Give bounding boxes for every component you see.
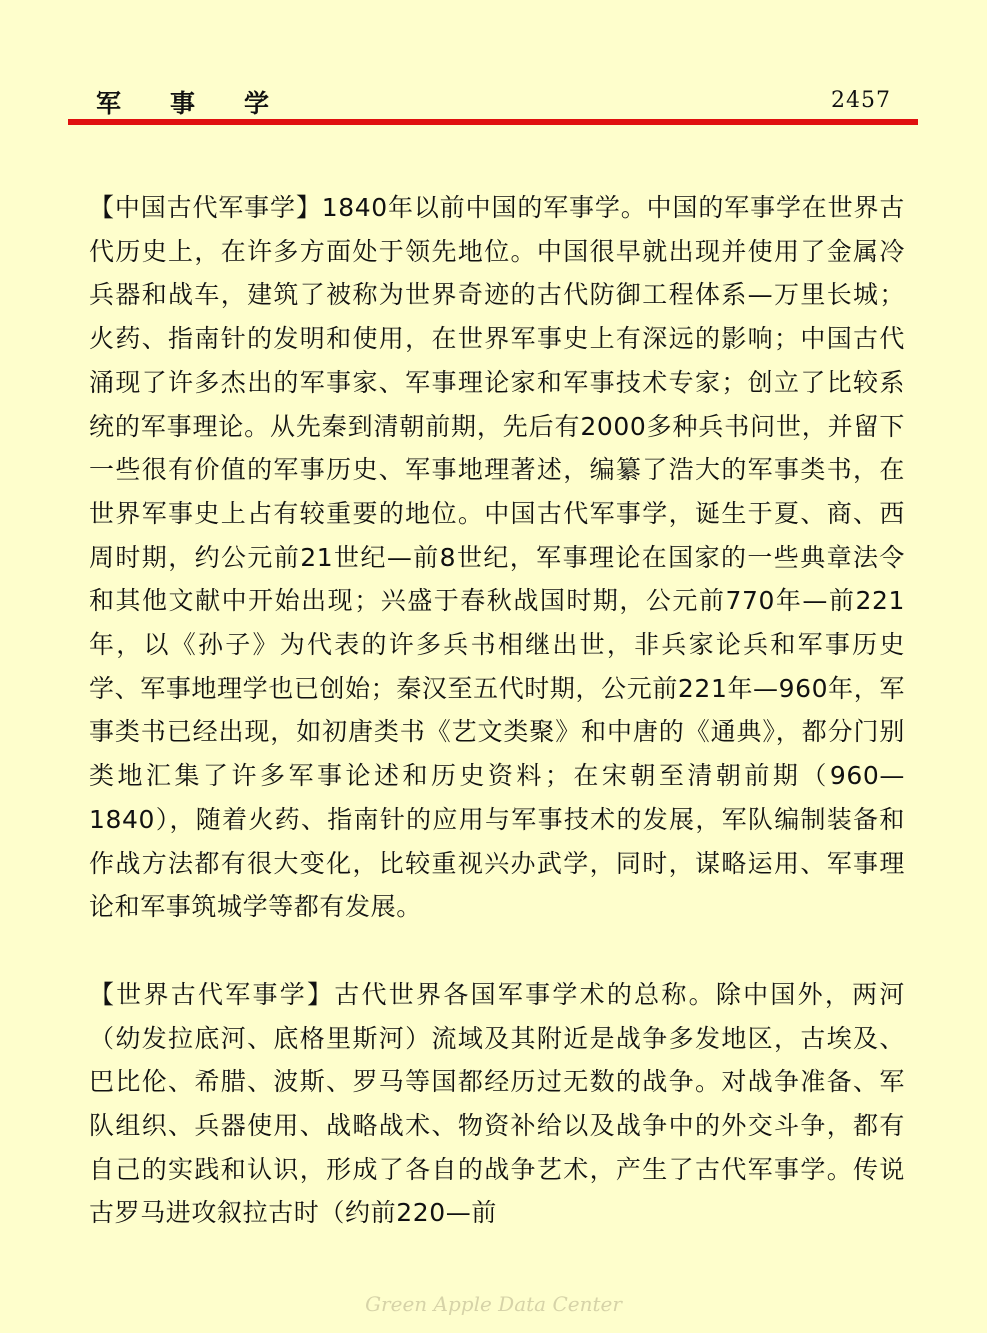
running-title: 军事学 xyxy=(96,89,319,118)
page-number: 2457 xyxy=(831,88,891,113)
entry-text: 古代世界各国军事学术的总称。除中国外，两河（幼发拉底河、底格里斯河）流域及其附近是战争多发地区，古埃及、巴比伦、希腊、波斯、罗马等国都经历过无数的战争。对战争准备、军队组织、兵器使用、战略战术、物资补给以及战争中的外交斗争，都有自己的实践和认识，形成了各自的战争艺术，产生了古代军事学。传说古罗马进攻叙拉古时（约前220—前 xyxy=(89,979,905,1228)
entry-term: 【中国古代军事学】 xyxy=(89,193,322,222)
header-rule xyxy=(68,119,918,125)
page-body xyxy=(89,186,905,1235)
entry-text: 1840年以前中国的军事学。中国的军事学在世界古代历史上，在许多方面处于领先地位。中国很早就出现并使用了金属冷兵器和战车，建筑了被称为世界奇迹的古代防御工程体系—万里长城；火药、指南针的发明和使用，在世界军事史上有深远的影响；中国古代涌现了许多杰出的军事家、军事理论家和军事技术专家；创立了比较系统的军事理论。从先秦到清朝前期，先后有2000多种兵书问世，并留下一些很有价值的军事历史、军事地理著述，编纂了浩大的军事类书，在世界军事史上占有较重要的地位。中国古代军事学，诞生于夏、商、西周时期，约公元前21世纪—前8世纪，军事理论在国家的一些典章法令和其他文献中开始出现；兴盛于春秋战国时期，公元前770年—前221年，以《孙子》为代表的许多兵书相继出世，非兵家论兵和军事历史学、军事地理学也已创始；秦汉至五代时期，公元前221年—960年，军事类书已经出现，如初唐类书《艺文类聚》和中唐的《通典》，都分门别类地汇集了许多军事论述和历史资料；在宋朝至清朝前期（960—1840），随着火药、指南针的应用与军事技术的发展，军队编制装备和作战方法都有很大变化，比较重视兴办武学，同时，谋略运用、军事理论和军事筑城学等都有发展。 xyxy=(89,193,905,922)
watermark: Green Apple Data Center xyxy=(365,1292,622,1316)
entry-term: 【世界古代军事学】 xyxy=(89,979,335,1009)
entry-chinese-ancient-military-science xyxy=(89,186,905,929)
entry-world-ancient-military-science xyxy=(89,973,905,1235)
